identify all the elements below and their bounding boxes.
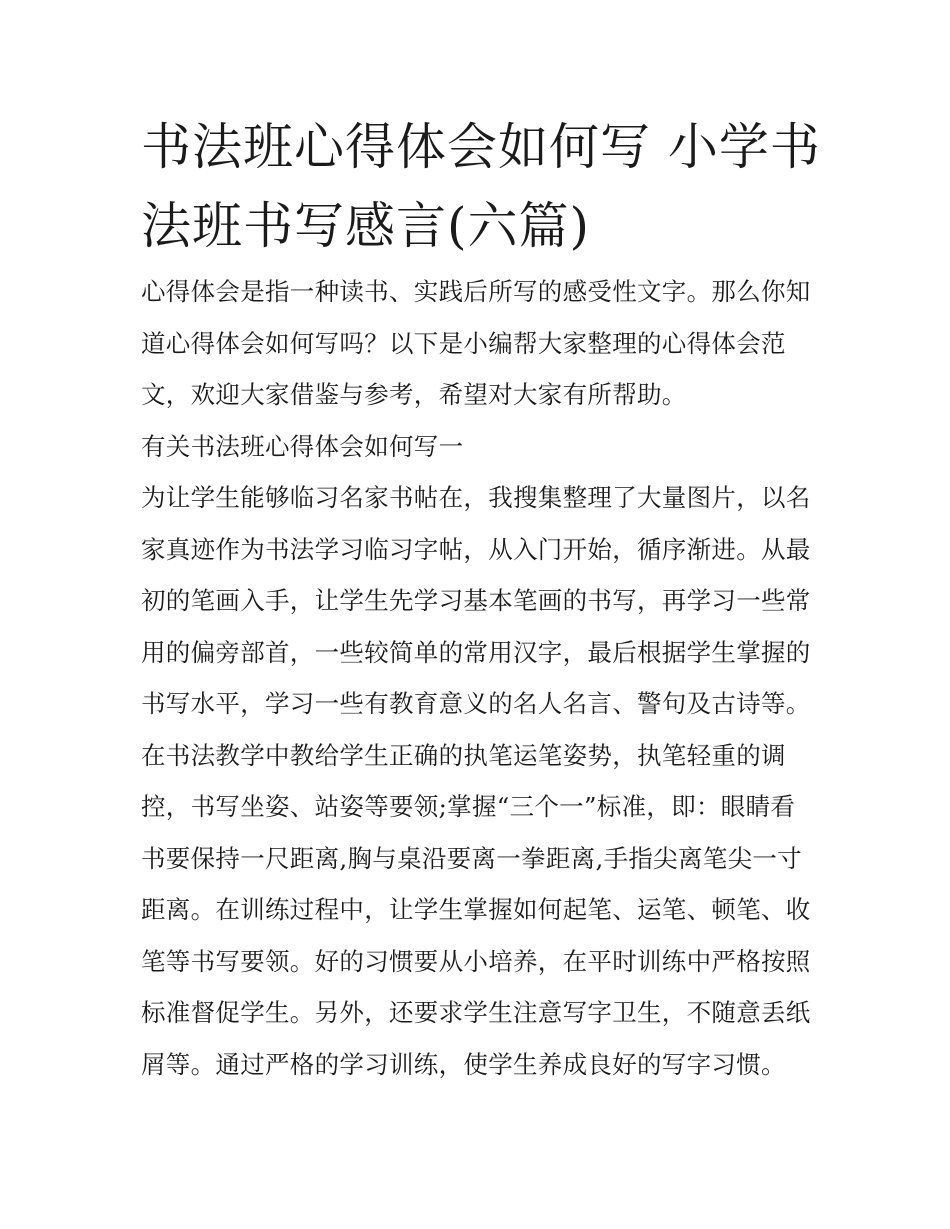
- body-line: 书要保持一尺距离,胸与桌沿要离一拳距离,手指尖离笔尖一寸: [141, 843, 802, 873]
- document-content: [141, 108, 821, 1090]
- title-line: 法班书写感言(六篇): [141, 197, 591, 255]
- body-line: 距离。在训练过程中，让学生掌握如何起笔、运笔、顿笔、收: [141, 895, 811, 924]
- body-line: 为让学生能够临习名家书帖在，我搜集整理了大量图片，以名: [141, 483, 811, 512]
- body-line: 控，书写坐姿、站姿等要领;掌握“三个一”标准，即：眼睛看: [141, 792, 796, 821]
- body-line: 家真迹作为书法学习临习字帖，从入门开始，循序渐进。从最: [141, 534, 811, 564]
- title-line: 书法班心得体会如何写 小学书: [141, 118, 821, 176]
- section-heading: [141, 421, 813, 473]
- intro-line: 文，欢迎大家借鉴与参考，希望对大家有所帮助。: [141, 380, 687, 409]
- body-line: 在书法教学中教给学生正确的执笔运笔姿势，执笔轻重的调: [141, 740, 786, 770]
- body-line: 标准督促学生。另外，还要求学生注意写字卫生，不随意丢纸: [141, 998, 811, 1027]
- document-title: [141, 108, 821, 266]
- body-line: 用的偏旁部首，一些较简单的常用汉字，最后根据学生掌握的: [141, 637, 811, 667]
- section-heading-text: 有关书法班心得体会如何写一: [141, 431, 464, 461]
- body-paragraph: [141, 472, 813, 1090]
- body-line: 书写水平，学习一些有教育意义的名人名言、警句及古诗等。: [141, 689, 811, 718]
- intro-paragraph: [141, 266, 813, 421]
- intro-line: 道心得体会如何写吗？以下是小编帮大家整理的心得体会范: [141, 328, 786, 358]
- intro-line: 心得体会是指一种读书、实践后所写的感受性文字。那么你知: [141, 277, 811, 306]
- body-line: 初的笔画入手，让学生先学习基本笔画的书写，再学习一些常: [141, 586, 811, 615]
- body-line: 屑等。通过严格的学习训练，使学生养成良好的写字习惯。: [141, 1049, 786, 1079]
- body-line: 笔等书写要领。好的习惯要从小培养，在平时训练中严格按照: [141, 946, 811, 976]
